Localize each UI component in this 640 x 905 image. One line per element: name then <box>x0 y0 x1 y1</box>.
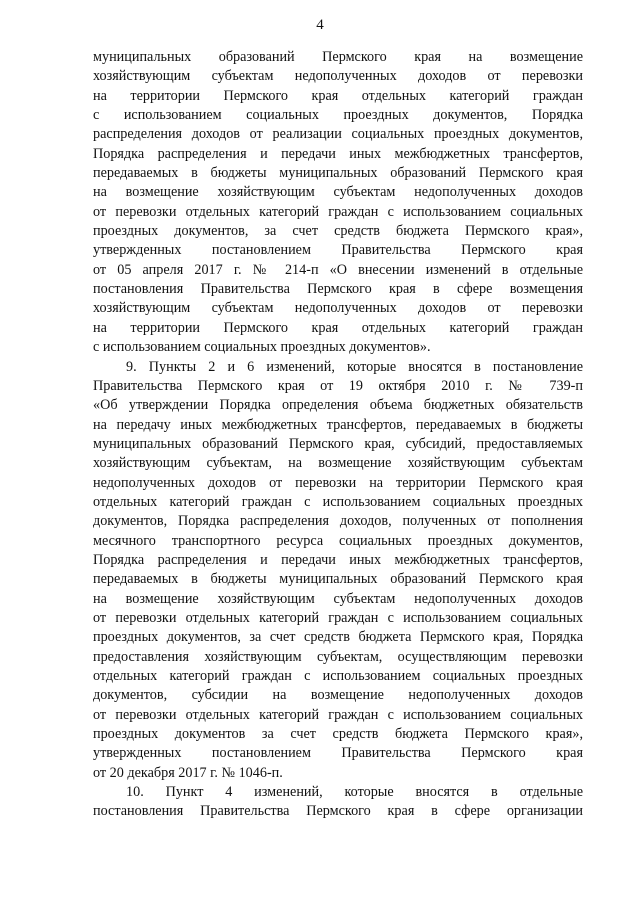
text-line: на передачу иных межбюджетных трансфертов, передаваемых в бюджеты <box>93 416 583 433</box>
text-line: документов, субсидии на возмещение недополученных доходов <box>93 687 583 704</box>
text-line: от 05 апреля 2017 г. № 214-п «О внесении изменений в отдельные <box>93 261 583 278</box>
text-line: проездных документов за счет средств бюджета Пермского края», <box>93 726 583 743</box>
text-line: «Об утверждении Порядка определения объема бюджетных обязательств <box>93 397 583 414</box>
text-line: отдельных категорий граждан с использованием социальных проездных <box>93 668 583 684</box>
text-line: передаваемых в бюджеты муниципальных образований Пермского края <box>93 165 583 182</box>
text-line: от перевозки отдельных категорий граждан с использованием социальных <box>93 609 583 626</box>
text-line: 10. Пункт 4 изменений, которые вносятся в отдельные <box>126 784 583 801</box>
text-line: утвержденных постановлением Правительства Пермского края <box>93 242 583 259</box>
text-line: на территории Пермского края отдельных категорий граждан <box>93 87 583 104</box>
text-line: от перевозки отдельных категорий граждан с использованием социальных <box>93 706 583 723</box>
text-line: муниципальных образований Пермского края на возмещение <box>93 49 583 65</box>
text-line: хозяйствующим субъектам, на возмещение хозяйствующим субъектам <box>93 455 583 472</box>
text-line: Правительства Пермского края от 19 октября 2010 г. № 739-п <box>93 377 583 394</box>
text-line: 9. Пункты 2 и 6 изменений, которые вносятся в постановление <box>126 358 583 375</box>
text-line: утвержденных постановлением Правительства Пермского края <box>93 745 583 762</box>
text-line: с использованием социальных проездных документов». <box>93 339 431 356</box>
text-line: Порядка распределения и передачи иных межбюджетных трансфертов, <box>93 145 583 162</box>
text-line: отдельных категорий граждан с использованием социальных проездных <box>93 493 583 510</box>
text-line: на территории Пермского края отдельных категорий граждан <box>93 319 583 336</box>
text-line: постановления Правительства Пермского края в сфере возмещения <box>93 281 583 298</box>
text-line: Порядка распределения и передачи иных межбюджетных трансфертов, <box>93 551 583 568</box>
text-line: на возмещение хозяйствующим субъектам недополученных доходов <box>93 184 583 201</box>
text-line: документов, Порядка распределения доходов, полученных от пополнения <box>93 513 583 530</box>
text-line: распределения доходов от реализации социальных проездных документов, <box>93 126 583 143</box>
text-line: проездных документов, за счет средств бюджета Пермского края», <box>93 223 583 240</box>
text-line: месячного транспортного ресурса социальных проездных документов, <box>93 532 583 549</box>
page-number: 4 <box>316 17 324 33</box>
text-line: от 20 декабря 2017 г. № 1046-п. <box>93 764 283 781</box>
text-line: от перевозки отдельных категорий граждан с использованием социальных <box>93 203 583 220</box>
text-line: хозяйствующим субъектам недополученных доходов от перевозки <box>93 68 583 85</box>
text-line: постановления Правительства Пермского края в сфере организации <box>93 803 583 820</box>
text-line: на возмещение хозяйствующим субъектам недополученных доходов <box>93 590 583 607</box>
text-line: проездных документов, за счет средств бюджета Пермского края, Порядка <box>93 629 583 646</box>
text-line: передаваемых в бюджеты муниципальных образований Пермского края <box>93 571 583 588</box>
text-line: предоставления хозяйствующим субъектам, осуществляющим перевозки <box>93 648 583 665</box>
text-line: недополученных доходов от перевозки на территории Пермского края <box>93 474 583 491</box>
text-line: муниципальных образований Пермского края, субсидий, предоставляемых <box>93 435 583 452</box>
text-line: с использованием социальных проездных документов, Порядка <box>93 107 583 124</box>
text-line: хозяйствующим субъектам недополученных доходов от перевозки <box>93 300 583 317</box>
body-text <box>93 48 583 822</box>
